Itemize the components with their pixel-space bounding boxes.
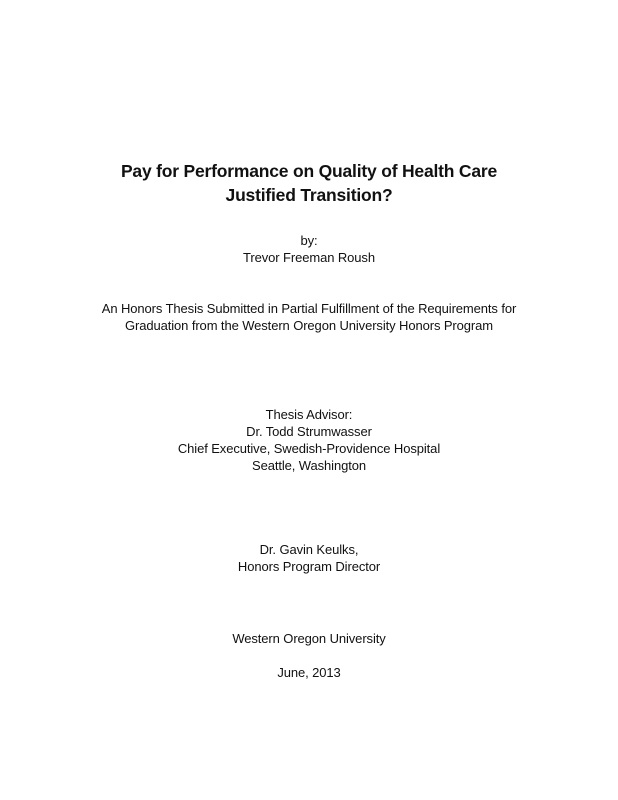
advisor-label: Thesis Advisor:: [265, 407, 353, 422]
submission-statement-line-1: An Honors Thesis Submitted in Partial Fulfillment of the Requirements for: [101, 301, 517, 316]
submission-statement-line-2: Graduation from the Western Oregon University Honors Program: [124, 318, 494, 333]
advisor-position: Chief Executive, Swedish-Providence Hospital: [177, 441, 441, 456]
director-name: Dr. Gavin Keulks,: [259, 542, 359, 557]
author-name: Trevor Freeman Roush: [243, 250, 375, 265]
advisor-location: Seattle, Washington: [252, 458, 366, 473]
advisor-name: Dr. Todd Strumwasser: [246, 424, 372, 439]
title-line-1: Pay for Performance on Quality of Health Care: [120, 161, 498, 181]
title-line-2: Justified Transition?: [225, 185, 393, 205]
director-position: Honors Program Director: [237, 559, 381, 574]
byline-label: by:: [300, 233, 318, 248]
submission-date: June, 2013: [277, 665, 341, 680]
institution-name: Western Oregon University: [232, 631, 386, 646]
